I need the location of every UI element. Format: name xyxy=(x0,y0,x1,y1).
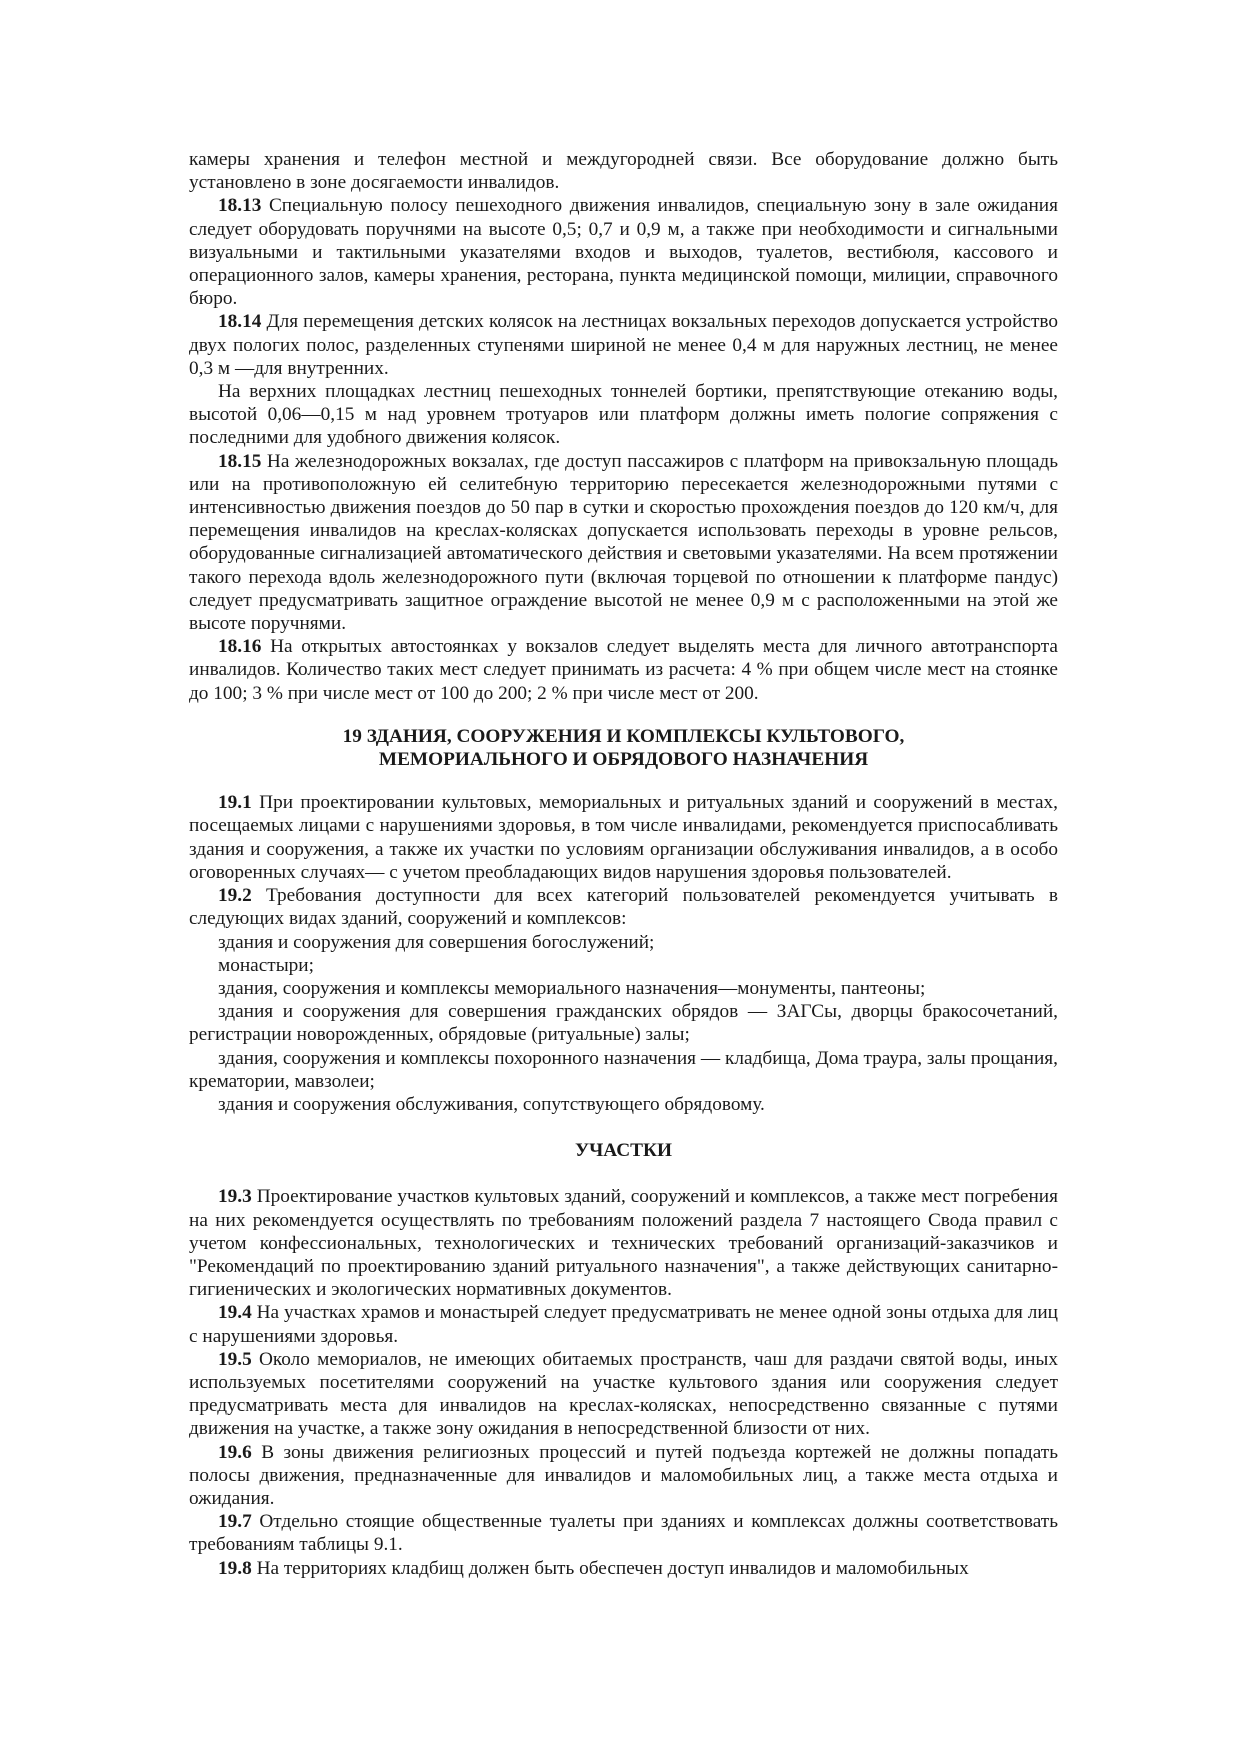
document-page xyxy=(189,148,1058,1580)
paragraph xyxy=(189,380,1058,450)
paragraph-text: здания, сооружения и комплексы мемориального назначения—монументы, пантеоны; xyxy=(218,977,926,999)
paragraphs-mid xyxy=(189,791,1058,1116)
paragraph-text: Проектирование участков культовых зданий, сооружений и комплексов, а также мест погребения на них рекомендуется осуществлять по требованиям положений раздела 7 настоящего Свода правил с учетом конфессиональных, технологических и технических требований организаций-заказчиков и "Рекомендаций по проектированию зданий ритуального назначения", а также действующих санитарно-гигиенических и экологических нормативных документов. xyxy=(189,1186,1058,1301)
paragraph-text: На железнодорожных вокзалах, где доступ пассажиров с платформ на привокзальную площадь или на противоположную ей селитебную территорию пересекается железнодорожными путями с интенсивностью движения поездов до 50 пар в сутки и скоростью прохождения поездов до 120 км/ч, для перемещения инвалидов на креслах-колясках допускается использовать переходы в уровне рельсов, оборудованные сигнализацией автоматического действия и световыми указателями. На всем протяжении такого перехода вдоль железнодорожного пути (включая торцевой по отношении к платформе пандус) следует предусматривать защитное ограждение высотой не менее 0,9 м с расположенными на этой же высоте поручнями. xyxy=(189,450,1058,635)
paragraph-text: Около мемориалов, не имеющих обитаемых пространств, чаш для раздачи святой воды, иных используемых посетителями сооружений на участке культового здания или сооружения следует предусматривать места для инвалидов на креслах-колясках, непосредственно связанные с путями движения на участке, а также зону ожидания в непосредственной близости от них. xyxy=(189,1348,1058,1440)
paragraph xyxy=(189,1185,1058,1301)
section-19-heading xyxy=(189,725,1058,771)
clause-number: 18.16 xyxy=(218,636,262,658)
paragraph xyxy=(189,635,1058,705)
clause-number: 19.3 xyxy=(218,1186,252,1208)
paragraph-text: монастыри; xyxy=(218,954,314,976)
paragraph-text: На открытых автостоянках у вокзалов следует выделять места для личного автотранспорта инвалидов. Количество таких мест следует принимать из расчета: 4 % при общем числе мест на стоянке до 100; 3 % при числе мест от 100 до 200; 2 % при числе мест от 200. xyxy=(189,636,1058,704)
paragraph-text: На верхних площадках лестниц пешеходных тоннелей бортики, препятствующие отеканию воды, высотой 0,06—0,15 м над уровнем тротуаров или платформ должны иметь пологие сопряжения с последними для удобного движения колясок. xyxy=(189,381,1058,449)
paragraph xyxy=(189,1557,1058,1580)
paragraph xyxy=(189,450,1058,636)
paragraph xyxy=(189,148,1058,194)
paragraphs-bottom xyxy=(189,1185,1058,1579)
section-19-heading-line1: 19 ЗДАНИЯ, СООРУЖЕНИЯ И КОМПЛЕКСЫ КУЛЬТОВОГО, xyxy=(342,725,905,747)
clause-number: 19.5 xyxy=(218,1348,252,1370)
paragraph-text: Отдельно стоящие общественные туалеты при зданиях и комплексах должны соответствовать требованиям таблицы 9.1. xyxy=(189,1511,1058,1556)
paragraph-text: здания и сооружения для совершения богослужений; xyxy=(218,931,655,953)
paragraph-text: здания, сооружения и комплексы похоронного назначения — кладбища, Дома траура, залы прощания, крематории, мавзолеи; xyxy=(189,1047,1058,1092)
paragraph-text: здания и сооружения для совершения гражданских обрядов — ЗАГСы, дворцы бракосочетаний, регистрации новорожденных, обрядовые (ритуальные) залы; xyxy=(189,1001,1058,1046)
paragraph-text: В зоны движения религиозных процессий и путей подъезда кортежей не должны попадать полосы движения, предназначенные для инвалидов и маломобильных лиц, а также места отдыха и ожидания. xyxy=(189,1441,1058,1509)
clause-number: 18.14 xyxy=(218,311,262,333)
paragraph xyxy=(189,977,1058,1000)
clause-number: 18.13 xyxy=(218,195,262,217)
paragraph xyxy=(189,791,1058,884)
clause-number: 19.7 xyxy=(218,1511,252,1533)
paragraph xyxy=(189,194,1058,310)
paragraph xyxy=(189,1441,1058,1511)
clause-number: 19.6 xyxy=(218,1441,252,1463)
paragraph-text: Специальную полосу пешеходного движения инвалидов, специальную зону в зале ожидания следует оборудовать поручнями на высоте 0,5; 0,7 и 0,9 м, а также при необходимости и сигнальными визуальными и тактильными указателями входов и выходов, туалетов, вестибюля, кассового и операционного залов, камеры хранения, ресторана, пункта медицинской помощи, милиции, справочного бюро. xyxy=(189,195,1058,310)
paragraph-text: здания и сооружения обслуживания, сопутствующего обрядовому. xyxy=(218,1093,765,1115)
paragraph xyxy=(189,884,1058,930)
paragraph-text: камеры хранения и телефон местной и междугородней связи. Все оборудование должно быть установлено в зоне досягаемости инвалидов. xyxy=(189,149,1058,194)
paragraph xyxy=(189,1510,1058,1556)
paragraph xyxy=(189,1000,1058,1046)
clause-number: 19.1 xyxy=(218,792,252,814)
paragraph-text: На участках храмов и монастырей следует предусматривать не менее одной зоны отдыха для лиц с нарушениями здоровья. xyxy=(189,1302,1058,1347)
paragraph xyxy=(189,931,1058,954)
paragraph-text: При проектировании культовых, мемориальных и ритуальных зданий и сооружений в местах, посещаемых лицами с нарушениями здоровья, в том числе инвалидами, рекомендуется приспосабливать здания и сооружения, а также их участки по условиям организации обслуживания инвалидов, а в особо оговоренных случаях— с учетом преобладающих видов нарушения здоровья пользователей. xyxy=(189,792,1058,883)
paragraphs-top xyxy=(189,148,1058,705)
clause-number: 18.15 xyxy=(218,450,262,472)
clause-number: 19.8 xyxy=(218,1557,252,1579)
paragraph xyxy=(189,954,1058,977)
paragraph xyxy=(189,1301,1058,1347)
paragraph xyxy=(189,1348,1058,1441)
paragraph xyxy=(189,1047,1058,1093)
clause-number: 19.2 xyxy=(218,885,252,907)
clause-number: 19.4 xyxy=(218,1302,252,1324)
paragraph-text: Для перемещения детских колясок на лестницах вокзальных переходов допускается устройство двух пологих полос, разделенных ступенями шириной не менее 0,4 м для наружных лестниц, не менее 0,3 м —для внутренних. xyxy=(189,311,1058,379)
paragraph xyxy=(189,310,1058,380)
section-19-heading-line2: МЕМОРИАЛЬНОГО И ОБРЯДОВОГО НАЗНАЧЕНИЯ xyxy=(378,749,869,771)
paragraph xyxy=(189,1093,1058,1116)
paragraph-text: Требования доступности для всех категорий пользователей рекомендуется учитывать в следующих видах зданий, сооружений и комплексов: xyxy=(189,885,1058,930)
paragraph-text: На территориях кладбищ должен быть обеспечен доступ инвалидов и маломобильных xyxy=(251,1557,969,1579)
sites-heading: УЧАСТКИ xyxy=(574,1140,673,1162)
